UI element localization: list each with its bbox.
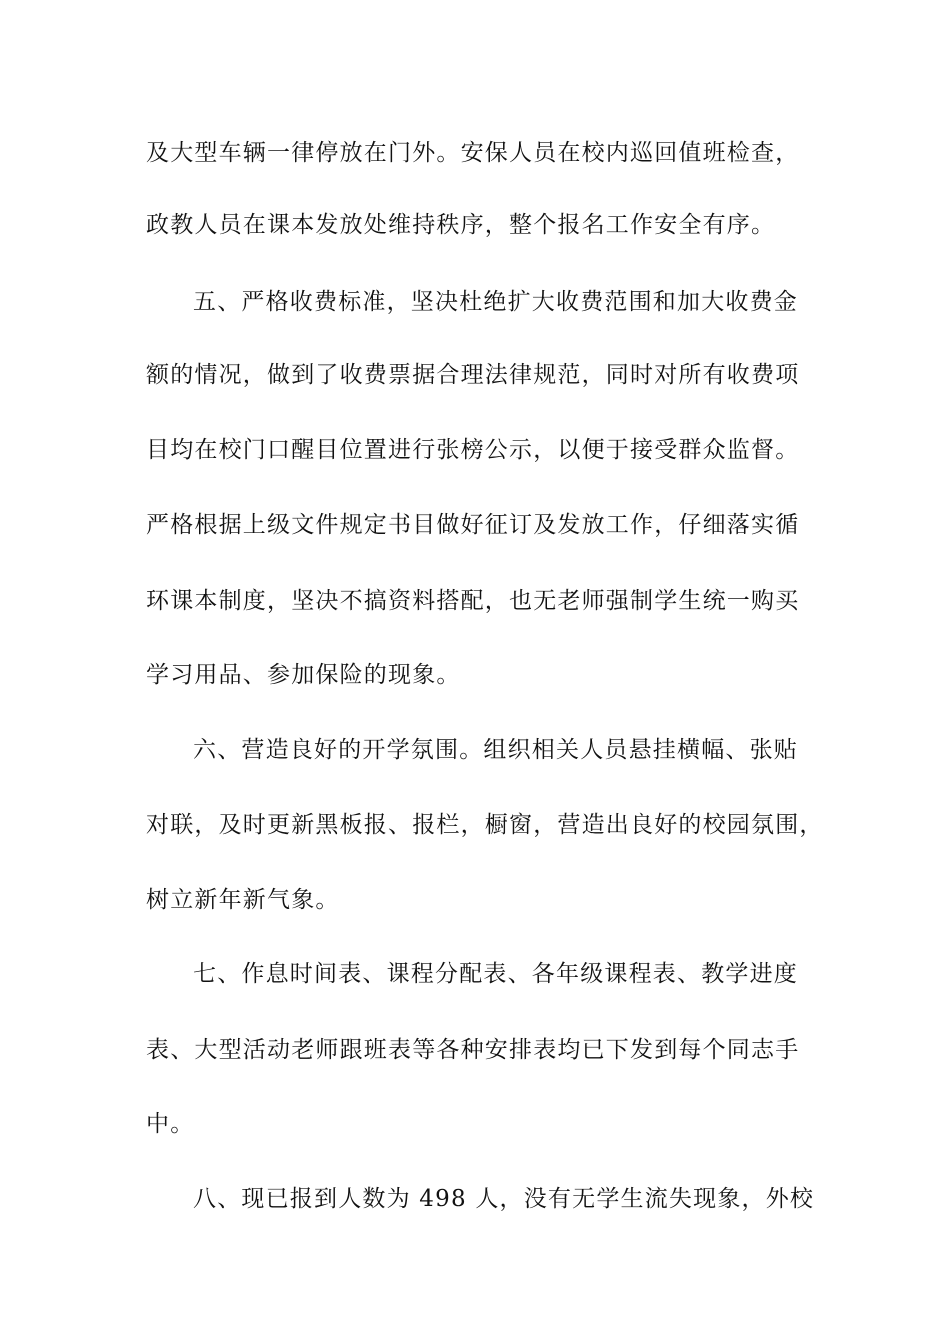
text-line: 政教人员在课本发放处维持秩序，整个报名工作安全有序。: [146, 212, 776, 238]
text-line: 环课本制度，坚决不搞资料搭配，也无老师强制学生统一购买: [146, 588, 800, 614]
text-line: 表、大型活动老师跟班表等各种安排表均已下发到每个同志手: [146, 1037, 800, 1063]
text-line: 及大型车辆一律停放在门外。安保人员在校内巡回值班检查，: [146, 140, 800, 166]
paragraph-7-start: 七、作息时间表、课程分配表、各年级课程表、教学进度: [193, 961, 798, 987]
paragraph-6-start: 六、营造良好的开学氛围。组织相关人员悬挂横幅、张贴: [193, 737, 798, 763]
text-line: 额的情况，做到了收费票据合理法律规范，同时对所有收费项: [146, 362, 800, 388]
text-line: 目均在校门口醒目位置进行张榜公示，以便于接受群众监督。: [146, 437, 800, 463]
text-line: 树立新年新气象。: [146, 887, 340, 913]
text-line: 学习用品、参加保险的现象。: [146, 662, 461, 688]
paragraph-8-start: 八、现已报到人数为 498 人，没有无学生流失现象，外校: [193, 1186, 815, 1212]
text-line: 对联，及时更新黑板报、报栏，橱窗，营造出良好的校园氛围，: [146, 812, 824, 838]
text-line: 严格根据上级文件规定书目做好征订及发放工作，仔细落实循: [146, 512, 800, 538]
paragraph-5-start: 五、严格收费标准，坚决杜绝扩大收费范围和加大收费金: [193, 289, 798, 315]
text-line: 中。: [146, 1111, 195, 1137]
